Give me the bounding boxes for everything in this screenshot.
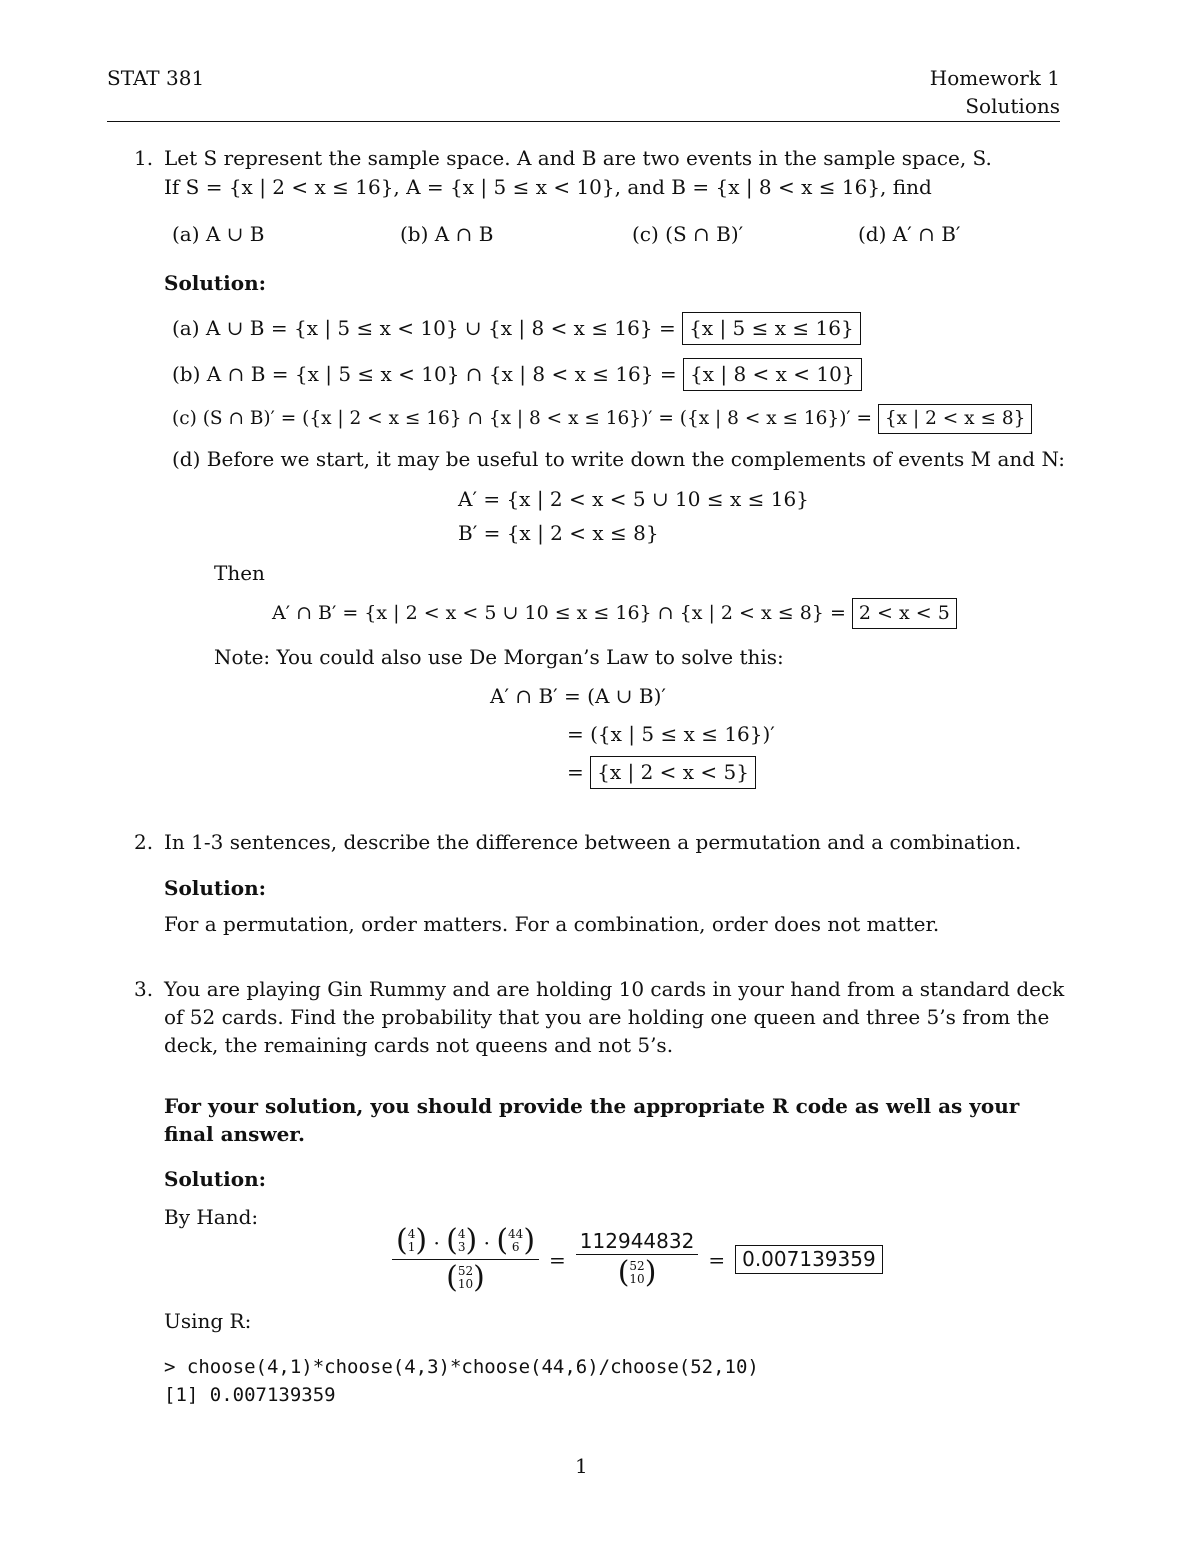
- equals-sign: =: [708, 1247, 726, 1272]
- de-morgan-eq: =: [567, 760, 584, 784]
- intersection-result: [272, 604, 957, 623]
- q1-part-b-label: (b): [400, 222, 429, 246]
- q1-part-b: [400, 224, 493, 244]
- q1-line2: If S = {x | 2 < x ≤ 16}, A = {x | 5 ≤ x < 10}, and B = {x | 8 < x ≤ 16}, find: [164, 175, 932, 199]
- then-label: Then: [214, 561, 265, 585]
- numerator-value: 112944832: [576, 1231, 699, 1255]
- q1-part-d-label: (d): [858, 222, 887, 246]
- q1-part-c: [632, 224, 743, 244]
- q1-sol-a-label: (a): [172, 316, 200, 340]
- binom-4-1: ( 4 1 ): [396, 1223, 428, 1258]
- q1-solution-label: Solution:: [164, 271, 267, 295]
- probability-equation: [392, 1223, 883, 1295]
- binom-52-10-b: ( 52 10 ): [617, 1255, 657, 1290]
- q1-part-c-expr: (S ∩ B)′: [665, 222, 744, 246]
- q3-instruction-line1: For your solution, you should provide the appropriate R code as well as your: [164, 1094, 1020, 1118]
- q2-answer: For a permutation, order matters. For a combination, order does not matter.: [164, 912, 940, 936]
- q1-sol-b-answer: {x | 8 < x < 10}: [683, 358, 862, 391]
- q1-sol-d-label: (d): [172, 447, 201, 471]
- binom-52-10: ( 52 10 ): [446, 1260, 485, 1295]
- header-rule: [107, 121, 1060, 122]
- dot-operator: ·: [483, 1231, 490, 1255]
- r-code-line: > choose(4,1)*choose(4,3)*choose(44,6)/choose(52,10): [164, 1356, 759, 1378]
- homework-subtitle: Solutions: [965, 94, 1060, 118]
- q3-instruction-line2: final answer.: [164, 1122, 305, 1146]
- de-morgan-line3: [567, 762, 756, 782]
- q1-sol-a: [172, 318, 861, 338]
- q3-number: 3.: [134, 977, 154, 1001]
- q3-line2: of 52 cards. Find the probability that you are holding one queen and three 5’s from the: [164, 1005, 1050, 1029]
- q1-sol-c-label: (c): [172, 408, 197, 429]
- combinatorial-fraction: [392, 1223, 539, 1295]
- equals-sign: =: [549, 1247, 566, 1272]
- using-r-label: Using R:: [164, 1309, 252, 1333]
- de-morgan-note: Note: You could also use De Morgan’s Law to solve this:: [214, 645, 784, 669]
- de-morgan-line2: = ({x | 5 ≤ x ≤ 16})′: [567, 722, 775, 746]
- by-hand-label: By Hand:: [164, 1205, 259, 1229]
- q1-number: 1.: [134, 146, 154, 170]
- course-code: STAT 381: [107, 66, 205, 90]
- q1-part-a-label: (a): [172, 222, 200, 246]
- numeric-fraction: [576, 1231, 699, 1288]
- q3-line3: deck, the remaining cards not queens and not 5’s.: [164, 1033, 674, 1057]
- q1-sol-c-expr: (S ∩ B)′ = ({x | 2 < x ≤ 16} ∩ {x | 8 < x ≤ 16})′ = ({x | 8 < x ≤ 16})′ =: [202, 408, 873, 429]
- binom-44-6: ( 44 6 ): [496, 1223, 536, 1258]
- q2-question: In 1-3 sentences, describe the difference between a permutation and a combination.: [164, 830, 1022, 854]
- q1-sol-a-answer: {x | 5 ≤ x ≤ 16}: [682, 312, 861, 345]
- complement-a: A′ = {x | 2 < x < 5 ∪ 10 ≤ x ≤ 16}: [458, 487, 809, 511]
- q1-part-b-expr: A ∩ B: [434, 222, 494, 246]
- q1-sol-c: [172, 410, 1032, 429]
- binom-4-3: ( 4 3 ): [446, 1223, 478, 1258]
- q2-number: 2.: [134, 830, 154, 854]
- page-number: 1: [575, 1454, 588, 1478]
- q1-part-d-expr: A′ ∩ B′: [892, 222, 961, 246]
- r-code-output: [1] 0.007139359: [164, 1384, 336, 1406]
- de-morgan-answer: {x | 2 < x < 5}: [590, 756, 756, 789]
- q1-sol-c-answer: {x | 2 < x ≤ 8}: [878, 404, 1032, 434]
- intersection-result-answer: 2 < x < 5: [852, 598, 957, 629]
- intersection-result-expr: A′ ∩ B′ = {x | 2 < x < 5 ∪ 10 ≤ x ≤ 16} ∩ {x | 2 < x ≤ 8} =: [272, 602, 846, 624]
- q1-part-c-label: (c): [632, 222, 659, 246]
- q1-part-d: [858, 224, 960, 244]
- dot-operator: ·: [433, 1231, 440, 1255]
- q1-line1: Let S represent the sample space. A and B are two events in the sample space, S.: [164, 146, 992, 170]
- q1-sol-b-expr: A ∩ B = {x | 5 ≤ x < 10} ∩ {x | 8 < x ≤ 16} =: [206, 362, 677, 386]
- q1-part-a: [172, 224, 265, 244]
- q3-solution-label: Solution:: [164, 1167, 267, 1191]
- q1-sol-a-expr: A ∪ B = {x | 5 ≤ x < 10} ∪ {x | 8 < x ≤ 16} =: [205, 316, 676, 340]
- de-morgan-line1: A′ ∩ B′ = (A ∪ B)′: [490, 684, 666, 708]
- q1-part-a-expr: A ∪ B: [205, 222, 265, 246]
- q1-sol-d: [172, 449, 1065, 469]
- q1-sol-d-intro: Before we start, it may be useful to write down the complements of events M and N:: [206, 447, 1065, 471]
- q2-solution-label: Solution:: [164, 876, 267, 900]
- complement-b: B′ = {x | 2 < x ≤ 8}: [458, 521, 659, 545]
- homework-title: Homework 1: [929, 66, 1060, 90]
- q3-line1: You are playing Gin Rummy and are holding 10 cards in your hand from a standard deck: [164, 977, 1065, 1001]
- probability-answer: 0.007139359: [735, 1245, 883, 1274]
- q1-sol-b-label: (b): [172, 362, 201, 386]
- q1-sol-b: [172, 364, 862, 384]
